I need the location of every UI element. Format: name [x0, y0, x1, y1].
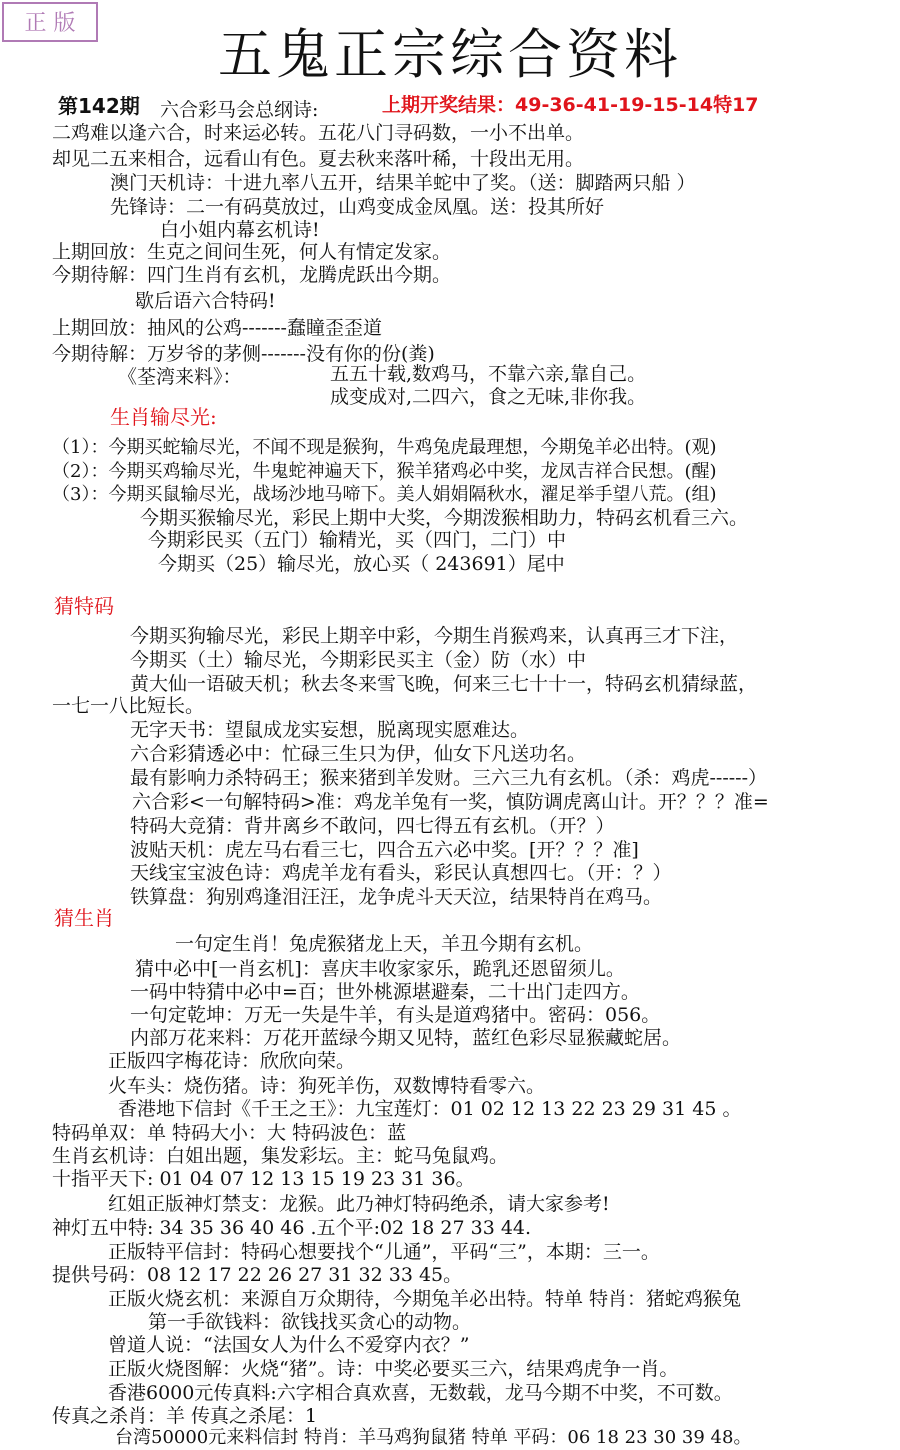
- text-line: 正版四字梅花诗：欣欣向荣。: [108, 1050, 356, 1072]
- text-line: 第一手欲钱料：欲钱找买贪心的动物。: [148, 1311, 472, 1333]
- text-line: 今期买狗输尽光，彩民上期辛中彩，今期生肖猴鸡来，认真再三才下注，: [130, 625, 739, 647]
- text-line: 一句定生肖！兔虎猴猪龙上天，羊丑今期有玄机。: [175, 933, 594, 955]
- section-heading: 生肖输尽光:: [110, 405, 217, 429]
- text-line: 正版火烧图解：火烧“猪”。诗：中奖必要买三六，结果鸡虎争一肖。: [108, 1358, 679, 1380]
- text-line: 神灯五中特: 34 35 36 40 46 .五个平:02 18 27 33 44.: [52, 1217, 532, 1239]
- text-line: 六合彩马会总纲诗:: [160, 99, 319, 121]
- last-draw-result: 上期开奖结果：49-36-41-19-15-14特17: [382, 94, 759, 116]
- text-line: 曾道人说：“法国女人为什么不爱穿内衣？”: [108, 1334, 470, 1356]
- text-line: 十指平天下: 01 04 07 12 13 15 19 23 31 36。: [52, 1168, 475, 1190]
- text-line: （1）：今期买蛇输尽光，不闻不现是猴狗，牛鸡兔虎最理想，今期兔羊必出特。(观): [52, 437, 717, 458]
- genuine-stamp: 正 版: [2, 2, 98, 42]
- text-line: 今期待解：万岁爷的茅侧-------没有你的份(粪): [52, 343, 435, 365]
- text-line: （2）：今期买鸡输尽光，牛鬼蛇神遍天下，猴羊猪鸡必中奖，龙凤吉祥合民想。(醒): [52, 461, 717, 482]
- text-line: 正版火烧玄机：来源自万众期待，今期兔羊必出特。特单 特肖：猪蛇鸡猴兔: [108, 1288, 742, 1310]
- text-line: 《荃湾来料》：: [118, 366, 242, 388]
- text-line: 正版特平信封：特码心想要找个“儿通”，平码“三”，本期：三一。: [108, 1241, 660, 1263]
- text-line: 香港地下信封《千王之王》：九宝莲灯：01 02 12 13 22 23 29 31 45 。: [118, 1098, 742, 1120]
- text-line: 却见二五来相合，远看山有色。夏去秋来落叶稀，十段出无用。: [52, 148, 585, 170]
- text-line: 最有影响力杀特码王；猴来猪到羊发财。三六三九有玄机。（杀：鸡虎------）: [130, 767, 768, 789]
- text-line: 火车头：烧伤猪。诗：狗死羊伤，双数博特看零六。: [108, 1075, 546, 1097]
- text-line: 猜中必中[一肖玄机]：喜庆丰收家家乐，跪乳还恩留须儿。: [135, 958, 625, 980]
- text-line: 白小姐内幕玄机诗!: [160, 219, 320, 241]
- section-heading: 猜生肖: [54, 906, 114, 930]
- text-line: 提供号码：08 12 17 22 26 27 31 32 33 45。: [52, 1264, 463, 1286]
- text-line: 铁算盘：狗别鸡逢泪汪汪，龙争虎斗天天泣，结果特肖在鸡马。: [130, 886, 663, 908]
- text-line: 五五十载,数鸡马，不靠六亲,靠自己。: [330, 363, 647, 385]
- text-line: 一七一八比短长。: [52, 695, 205, 717]
- text-line: 二鸡难以逢六合，时来运必转。五花八门寻码数，一小不出单。: [52, 122, 585, 144]
- text-line: 今期买（25）输尽光，放心买（ 243691）尾中: [158, 553, 565, 575]
- text-line: 香港6000元传真料:六字相合真欢喜，无数载，龙马今期不中奖，不可数。: [108, 1382, 733, 1404]
- text-line: 先锋诗：二一有码莫放过，山鸡变成金凤凰。送：投其所好: [110, 196, 605, 218]
- text-line: 台湾50000元来料信封 特肖：羊马鸡狗鼠猪 特单 平码：06 18 23 30 39 48。: [115, 1427, 752, 1448]
- text-line: 红姐正版神灯禁支：龙猴。此乃神灯特码绝杀，请大家参考!: [108, 1193, 610, 1215]
- text-line: 上期回放：抽风的公鸡-------蠢瞳歪歪道: [52, 317, 382, 339]
- section-heading: 猜特码: [54, 594, 114, 618]
- text-line: 成变成对,二四六，食之无味,非你我。: [330, 386, 647, 408]
- text-line: 上期回放：生克之间问生死，何人有情定发家。: [52, 241, 452, 263]
- text-line: 特码大竞猜：背井离乡不敢问，四七得五有玄机。（开？）: [130, 815, 615, 837]
- text-line: 歇后语六合特码!: [135, 290, 276, 312]
- issue-number: 第142期: [58, 94, 140, 118]
- text-line: 今期待解：四门生肖有玄机，龙腾虎跃出今期。: [52, 264, 452, 286]
- text-line: 天线宝宝波色诗：鸡虎羊龙有看头，彩民认真想四七。（开：？）: [130, 862, 672, 884]
- text-line: 今期彩民买（五门）输精光，买（四门，二门）中: [148, 529, 567, 551]
- text-line: 六合彩<一句解特码>准：鸡龙羊兔有一奖，慎防调虎离山计。开？？？准=: [132, 791, 769, 813]
- text-line: 无字天书：望鼠成龙实妄想，脱离现实愿难达。: [130, 719, 530, 741]
- text-line: 澳门天机诗：十进九率八五开，结果羊蛇中了奖。（送：脚踏两只船 ）: [110, 172, 696, 194]
- text-line: 今期买猴输尽光，彩民上期中大奖，今期泼猴相助力，特码玄机看三六。: [140, 507, 749, 529]
- text-line: 波贴天机：虎左马右看三七，四合五六必中奖。[开？？？准]: [130, 839, 639, 861]
- text-line: 六合彩猜透必中：忙碌三生只为伊，仙女下凡送功名。: [130, 743, 587, 765]
- text-line: 传真之杀肖：羊 传真之杀尾：1: [52, 1405, 318, 1427]
- text-line: 特码单双：单 特码大小：大 特码波色：蓝: [52, 1122, 407, 1144]
- text-line: 黄大仙一语破天机；秋去冬来雪飞晚，何来三七十十一，特码玄机猜绿蓝，: [130, 673, 758, 695]
- page-title: 五鬼正宗综合资料: [218, 23, 682, 86]
- text-line: 内部万花来料：万花开蓝绿今期又见特，蓝红色彩尽显猴藏蛇居。: [130, 1027, 682, 1049]
- text-line: 今期买（土）输尽光，今期彩民买主（金）防（水）中: [130, 649, 587, 671]
- text-line: 一句定乾坤：万无一失是牛羊，有头是道鸡猪中。密码：056。: [130, 1004, 661, 1026]
- text-line: 生肖玄机诗：白姐出题，集发彩坛。主：蛇马兔鼠鸡。: [52, 1145, 509, 1167]
- text-line: 一码中特猜中必中=百；世外桃源堪避秦，二十出门走四方。: [130, 981, 640, 1003]
- text-line: （3）：今期买鼠输尽光，战场沙地马啼下。美人娟娟隔秋水，濯足举手望八荒。(组): [52, 484, 717, 505]
